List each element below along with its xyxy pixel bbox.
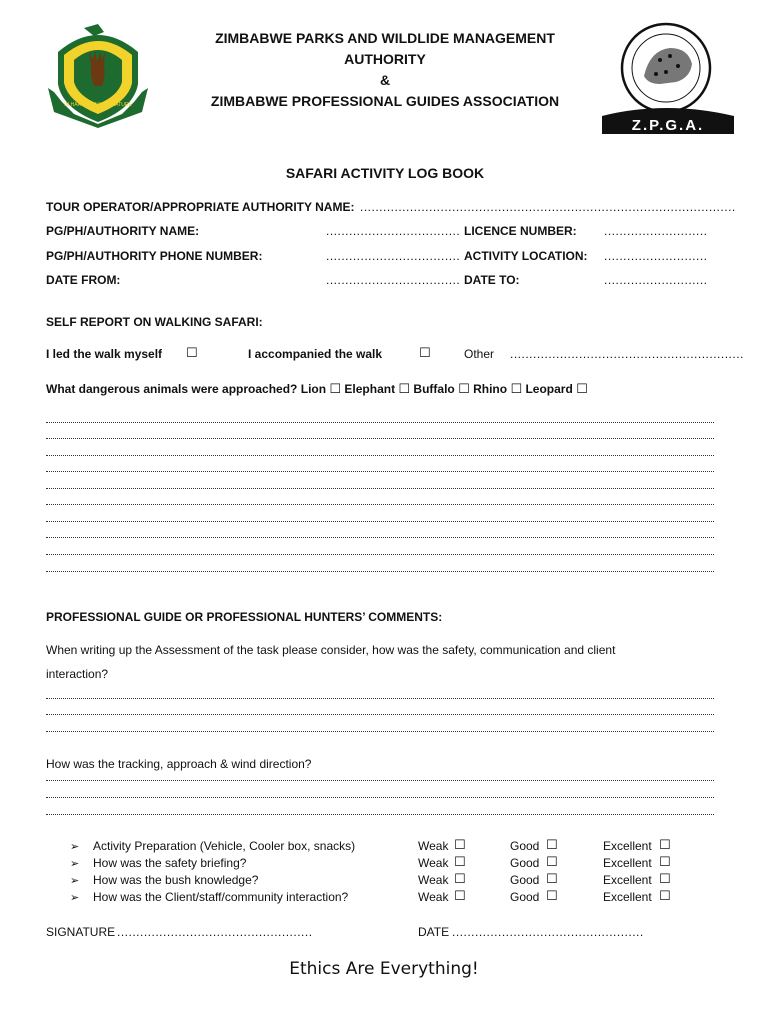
animal-buffalo-checkbox[interactable]: ☐ [458, 381, 470, 396]
animal-elephant-checkbox[interactable]: ☐ [398, 381, 411, 396]
rating-good-label: Good [510, 873, 540, 887]
date-from-field[interactable]: ................................... [326, 273, 461, 287]
pg-phone-field[interactable]: ................................... [326, 249, 461, 263]
rating-weak-label: Weak [418, 839, 449, 853]
animal-lion: Lion [300, 382, 327, 396]
led-walk-checkbox[interactable]: ☐ [186, 345, 198, 360]
tour-operator-label: TOUR OPERATOR/APPROPRIATE AUTHORITY NAME: [46, 200, 355, 214]
tracking-question: How was the tracking, approach & wind direction? [46, 757, 312, 771]
writing-line[interactable] [46, 445, 714, 456]
rating-weak-label: Weak [418, 856, 449, 870]
animal-rhino-checkbox[interactable]: ☐ [510, 381, 523, 396]
animal-rhino: Rhino [473, 382, 508, 396]
dangerous-animals-question [46, 381, 588, 397]
rating-excellent-checkbox[interactable]: ☐ [659, 854, 671, 869]
rating-excellent-checkbox[interactable]: ☐ [659, 871, 671, 886]
rating-good-label: Good [510, 890, 540, 904]
dangerous-animals-text: What dangerous animals were approached? [46, 382, 298, 396]
animal-lion-checkbox[interactable]: ☐ [329, 381, 342, 396]
writing-line[interactable] [46, 527, 714, 538]
writing-line[interactable] [46, 688, 714, 699]
other-label: Other [464, 347, 495, 361]
led-walk-label: I led the walk myself [46, 347, 163, 361]
rating-excellent-label: Excellent [603, 873, 652, 887]
writing-line[interactable] [46, 721, 714, 732]
rating-weak-checkbox[interactable]: ☐ [454, 871, 466, 886]
self-report-heading: SELF REPORT ON WALKING SAFARI: [46, 315, 263, 329]
writing-line[interactable] [46, 412, 714, 423]
pg-name-field[interactable]: ................................... [326, 224, 461, 238]
licence-label: LICENCE NUMBER: [464, 224, 577, 238]
assessment-line1: When writing up the Assessment of the task please consider, how was the safety, communication and client [46, 643, 616, 657]
writing-line[interactable] [46, 428, 714, 439]
org1-line2: AUTHORITY [344, 51, 426, 67]
bullet-arrow-icon: ➢ [70, 841, 80, 853]
rating-weak-label: Weak [418, 873, 449, 887]
writing-line[interactable] [46, 787, 714, 798]
ampersand: & [379, 72, 391, 88]
date-field[interactable]: .................................................. [452, 925, 644, 939]
date-to-field[interactable]: ........................... [604, 273, 708, 287]
tour-operator-field[interactable]: .................................................................................................. [360, 200, 736, 214]
rating-good-checkbox[interactable]: ☐ [546, 871, 558, 886]
rating-item-1: Activity Preparation (Vehicle, Cooler box, snacks) [93, 839, 356, 853]
rating-excellent-label: Excellent [603, 856, 652, 870]
accompanied-walk-label: I accompanied the walk [248, 347, 383, 361]
right-logo-initials: Z.P.G.A. [631, 117, 705, 134]
rating-item-2: How was the safety briefing? [93, 856, 247, 870]
writing-line[interactable] [46, 494, 714, 505]
writing-line[interactable] [46, 561, 714, 572]
org1-line1: ZIMBABWE PARKS AND WILDLIDE MANAGEMENT [215, 30, 555, 46]
writing-line[interactable] [46, 704, 714, 715]
org2-name: ZIMBABWE PROFESSIONAL GUIDES ASSOCIATION [210, 93, 560, 109]
animal-leopard: Leopard [525, 382, 573, 396]
assessment-line2: interaction? [46, 667, 109, 681]
writing-line[interactable] [46, 804, 714, 815]
writing-line[interactable] [46, 511, 714, 522]
rating-excellent-checkbox[interactable]: ☐ [659, 837, 671, 852]
rating-item-3: How was the bush knowledge? [93, 873, 259, 887]
rating-excellent-label: Excellent [603, 890, 652, 904]
location-label: ACTIVITY LOCATION: [464, 249, 588, 263]
bullet-arrow-icon: ➢ [70, 892, 80, 904]
signature-label: SIGNATURE [46, 925, 116, 939]
licence-field[interactable]: ........................... [604, 224, 708, 238]
footer-slogan: Ethics Are Everything! [289, 959, 479, 979]
rating-good-checkbox[interactable]: ☐ [546, 888, 558, 903]
rating-item-4: How was the Client/staff/community interaction? [93, 890, 349, 904]
other-field[interactable]: ............................................................. [510, 347, 744, 361]
animal-elephant: Elephant [344, 382, 396, 396]
animal-buffalo: Buffalo [413, 382, 455, 396]
signature-field[interactable]: ................................................... [117, 925, 313, 939]
rating-good-checkbox[interactable]: ☐ [546, 837, 558, 852]
writing-line[interactable] [46, 478, 714, 489]
zimparks-logo [44, 22, 152, 130]
date-to-label: DATE TO: [464, 273, 520, 287]
rating-weak-label: Weak [418, 890, 449, 904]
zpga-logo [600, 20, 736, 136]
writing-line[interactable] [46, 544, 714, 555]
comments-heading: PROFESSIONAL GUIDE OR PROFESSIONAL HUNTERS’ COMMENTS: [46, 610, 443, 624]
pg-name-label: PG/PH/AUTHORITY NAME: [46, 224, 200, 238]
left-logo-motto: IN HARMONY WITH NATURE [64, 102, 132, 108]
accompanied-walk-checkbox[interactable]: ☐ [419, 345, 431, 360]
bullet-arrow-icon: ➢ [70, 858, 80, 870]
date-label: DATE [418, 925, 450, 939]
rating-good-label: Good [510, 839, 540, 853]
location-field[interactable]: ........................... [604, 249, 708, 263]
writing-line[interactable] [46, 461, 714, 472]
rating-excellent-checkbox[interactable]: ☐ [659, 888, 671, 903]
rating-excellent-label: Excellent [603, 839, 652, 853]
date-from-label: DATE FROM: [46, 273, 121, 287]
rating-weak-checkbox[interactable]: ☐ [454, 837, 466, 852]
writing-line[interactable] [46, 770, 714, 781]
rating-weak-checkbox[interactable]: ☐ [454, 888, 466, 903]
animal-leopard-checkbox[interactable]: ☐ [576, 381, 588, 396]
rating-good-label: Good [510, 856, 540, 870]
bullet-arrow-icon: ➢ [70, 875, 80, 887]
rating-good-checkbox[interactable]: ☐ [546, 854, 558, 869]
rating-weak-checkbox[interactable]: ☐ [454, 854, 466, 869]
pg-phone-label: PG/PH/AUTHORITY PHONE NUMBER: [46, 249, 263, 263]
form-title: SAFARI ACTIVITY LOG BOOK [285, 165, 485, 181]
